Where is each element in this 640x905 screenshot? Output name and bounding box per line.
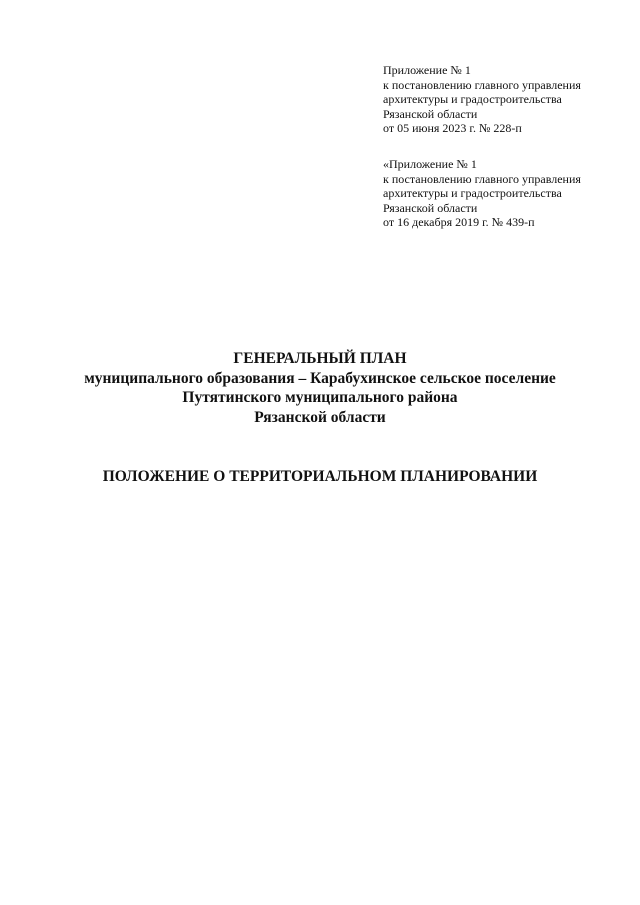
appendix-line: от 16 декабря 2019 г. № 439-п (383, 215, 535, 230)
appendix-line: к постановлению главного управления (383, 171, 581, 186)
appendix-note-original (383, 157, 628, 230)
appendix-line: Рязанской области (383, 106, 478, 121)
appendix-note-current (383, 63, 628, 136)
title-line: Рязанской области (254, 408, 386, 426)
appendix-line: архитектуры и градостроительства (383, 92, 562, 107)
appendix-line: архитектуры и градостроительства (383, 186, 562, 201)
appendix-line: к постановлению главного управления (383, 77, 581, 92)
appendix-line: от 05 июня 2023 г. № 228-п (383, 121, 522, 136)
title-line: ГЕНЕРАЛЬНЫЙ ПЛАН (233, 350, 407, 367)
title-line: муниципального образования – Карабухинское сельское поселение (84, 369, 556, 387)
appendix-line: Рязанской области (383, 200, 478, 215)
section-heading: ПОЛОЖЕНИЕ О ТЕРРИТОРИАЛЬНОМ ПЛАНИРОВАНИИ (102, 468, 538, 485)
document-title (0, 349, 640, 427)
appendix-line: «Приложение № 1 (383, 157, 477, 171)
appendix-line: Приложение № 1 (383, 63, 471, 77)
title-line: Путятинского муниципального района (182, 389, 458, 406)
